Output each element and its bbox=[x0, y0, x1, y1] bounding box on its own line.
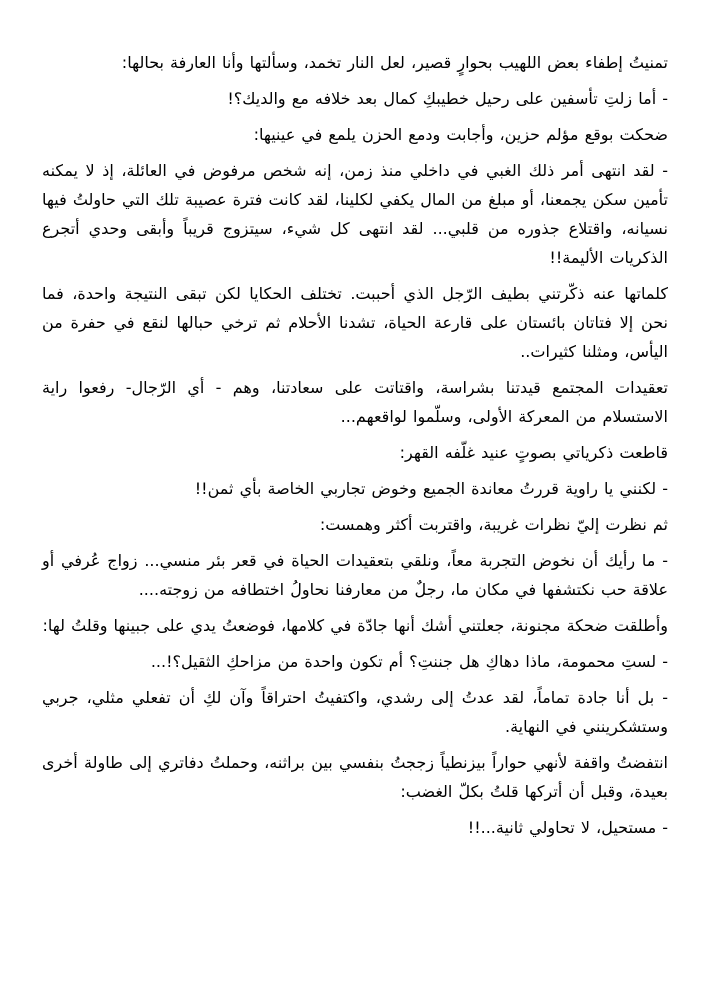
paragraph-15: - مستحيل، لا تحاولي ثانية...!! bbox=[467, 818, 668, 837]
paragraph-10: - ما رأيك أن نخوض التجربة معاً، ونلقي بتعقيدات الحياة في قعر بئر منسي... زواج عُرفي أو علاقة حب نكتشفها في مكان ما، رجلٌ من معارفنا نحاولُ اختطافه من زوجته.... bbox=[42, 551, 668, 599]
paragraph-4: - لقد انتهى أمر ذلك الغبي في داخلي منذ زمن، إنه شخص مرفوض في العائلة، إذ لا يمكنه تأمين سكن يجمعنا، أو مبلغ من المال يكفي لكلينا، لقد كانت فترة عصيبة تلك التي حاولتُ فيها نسيانه، واقتلاع جذوره من قلبي... لقد انتهى كل شيء، سيتزوج قريباً وأبقى وحدي أتجرع الذكريات الأليمة!! bbox=[42, 161, 668, 267]
paragraph-11: وأطلقت ضحكة مجنونة، جعلتني أشك أنها جادّة في كلامها، فوضعتُ يدي على جبينها وقلتُ لها: bbox=[42, 616, 668, 635]
paragraph-14: انتفضتُ واقفة لأنهي حواراً بيزنطياً زججتُ بنفسي بين براثنه، وحملتُ دفاتري إلى طاولة أخرى بعيدة، وقبل أن أتركها قلتُ بكلّ الغضب: bbox=[42, 753, 668, 801]
paragraph-7: قاطعت ذكرياتي بصوتٍ عنيد غلّفه القهر: bbox=[399, 443, 668, 462]
paragraph-2: - أما زلتِ تأسفين على رحيل خطيبكِ كمال بعد خلافه مع والديك؟! bbox=[227, 89, 668, 108]
paragraph-12: - لستِ محمومة، ماذا دهاكِ هل جننتِ؟ أم تكون واحدة من مزاحكِ الثقيل؟!... bbox=[150, 652, 668, 671]
paragraph-8: - لكنني يا راوية قررتُ معاندة الجميع وخوض تجاربي الخاصة بأي ثمن!! bbox=[194, 479, 668, 498]
paragraph-5: كلماتها عنه ذكّرتني بطيف الرّجل الذي أحببت. تختلف الحكايا لكن تبقى النتيجة واحدة، فما نحن إلا فتاتان بائستان على قارعة الحياة، تشدنا الأحلام ثم ترخي حبالها لنقع في حفرة من اليأس، ومثلنا كثيرات.. bbox=[42, 284, 668, 361]
paragraph-13: - بل أنا جادة تماماً، لقد عدتُ إلى رشدي، واكتفيتُ احتراقاً وآن لكِ أن تفعلي مثلي، جربي وستشكرينني في النهاية. bbox=[42, 688, 668, 736]
paragraph-9: ثم نظرت إليّ نظرات غريبة، واقتربت أكثر وهمست: bbox=[319, 515, 668, 534]
paragraph-6: تعقيدات المجتمع قيدتنا بشراسة، واقتاتت على سعادتنا، وهم - أي الرّجال- رفعوا راية الاستسلام من المعركة الأولى، وسلّموا لواقعهم... bbox=[42, 378, 668, 426]
paragraph-3: ضحكت بوقع مؤلم حزين، وأجابت ودمع الحزن يلمع في عينيها: bbox=[253, 125, 668, 144]
paragraph-1: تمنيتُ إطفاء بعض اللهيب بحوارٍ قصير، لعل النار تخمد، وسألتها وأنا العارفة بحالها: bbox=[121, 53, 668, 72]
